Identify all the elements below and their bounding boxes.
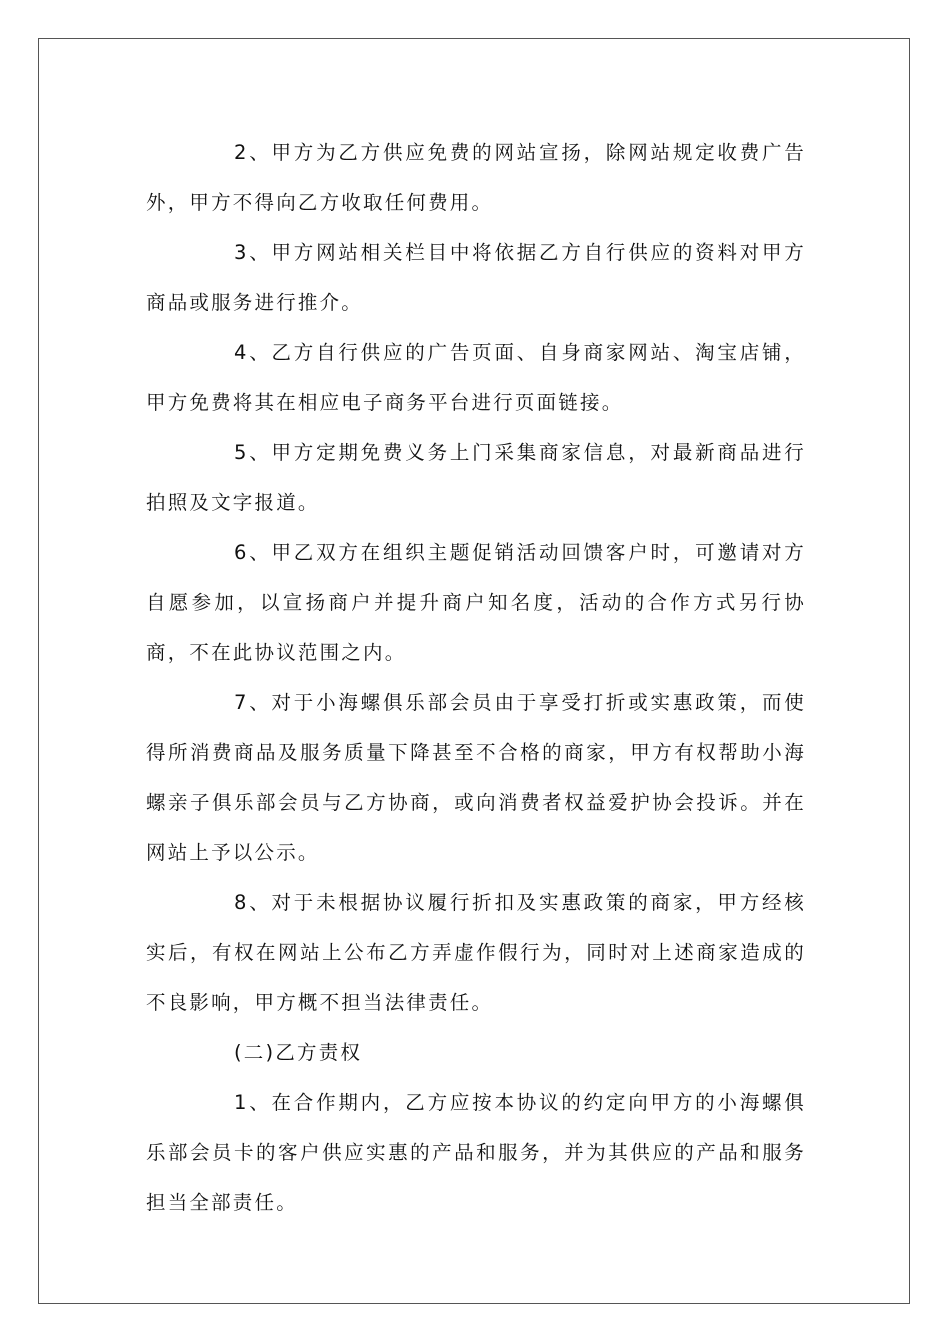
paragraph-clause-5: 5、甲方定期免费义务上门采集商家信息，对最新商品进行拍照及文字报道。 <box>146 441 806 514</box>
paragraph-clause-6: 6、甲乙双方在组织主题促销活动回馈客户时，可邀请对方自愿参加，以宣扬商户并提升商户知名度，活动的合作方式另行协商，不在此协议范围之内。 <box>146 541 806 664</box>
paragraph-clause-3: 3、甲方网站相关栏目中将依据乙方自行供应的资料对甲方商品或服务进行推介。 <box>146 241 806 314</box>
paragraph-clause-8: 8、对于未根据协议履行折扣及实惠政策的商家，甲方经核实后，有权在网站上公布乙方弄虚作假行为，同时对上述商家造成的不良影响，甲方概不担当法律责任。 <box>146 891 806 1014</box>
paragraph-clause-4: 4、乙方自行供应的广告页面、自身商家网站、淘宝店铺，甲方免费将其在相应电子商务平台进行页面链接。 <box>146 341 806 414</box>
paragraph-clause-7: 7、对于小海螺俱乐部会员由于享受打折或实惠政策，而使得所消费商品及服务质量下降甚至不合格的商家，甲方有权帮助小海螺亲子俱乐部会员与乙方协商，或向消费者权益爱护协会投诉。并在网站上予以公示。 <box>146 691 806 864</box>
paragraph-clause-2: 2、甲方为乙方供应免费的网站宣扬，除网站规定收费广告外，甲方不得向乙方收取任何费用。 <box>146 141 806 214</box>
paragraph-party-b-clause-1: 1、在合作期内，乙方应按本协议的约定向甲方的小海螺俱乐部会员卡的客户供应实惠的产品和服务，并为其供应的产品和服务担当全部责任。 <box>146 1091 806 1214</box>
document-body <box>146 128 806 1228</box>
section-heading-party-b: (二)乙方责权 <box>234 1041 363 1064</box>
